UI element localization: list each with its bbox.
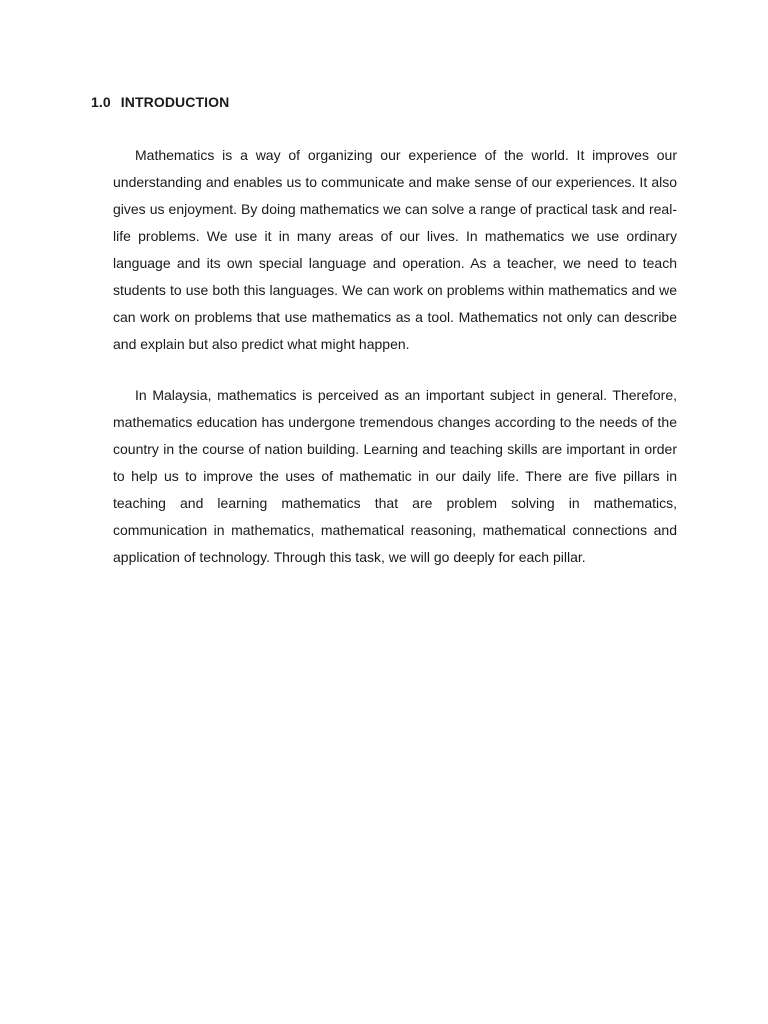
section-number: 1.0 [91,94,111,110]
section-title: INTRODUCTION [120,94,230,110]
paragraph-intro-1: Mathematics is a way of organizing our experience of the world. It improves our understanding and enables us to communicate and make sense of our experiences. It also gives us enjoyment. By doing mathematics we can solve a range of practical task and real-life problems. We use it in many areas of our lives. In mathematics we use ordinary language and its own special language and operation. As a teacher, we need to teach students to use both this languages. We can work on problems within mathematics and we can work on problems that use mathematics as a tool. Mathematics not only can describe and explain but also predict what might happen. [113,147,677,352]
section-heading [91,94,229,110]
paragraph-intro-2: In Malaysia, mathematics is perceived as an important subject in general. Therefore, mathematics education has undergone tremendous changes according to the needs of the country in the course of nation building. Learning and teaching skills are important in order to help us to improve the uses of mathematic in our daily life. There are five pillars in teaching and learning mathematics that are problem solving in mathematics, communication in mathematics, mathematical reasoning, mathematical connections and application of technology. Through this task, we will go deeply for each pillar. [113,387,677,565]
